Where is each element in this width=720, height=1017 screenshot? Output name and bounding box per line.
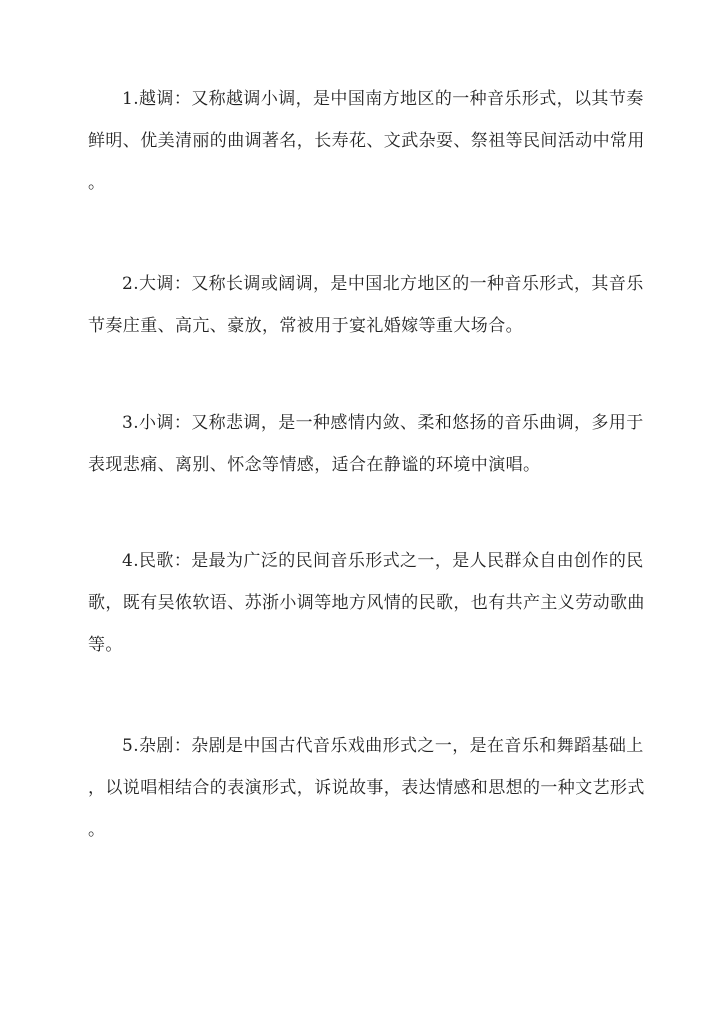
paragraph-yuediao <box>88 78 645 204</box>
paragraph-line: 歌，既有吴侬软语、苏浙小调等地方风情的民歌，也有共产主义劳动歌曲 <box>88 593 645 613</box>
paragraph-line: 等。 <box>88 635 123 655</box>
paragraph-line: 鲜明、优美清丽的曲调著名，长寿花、文武杂耍、祭祖等民间活动中常用 <box>88 131 645 151</box>
paragraph-line: 。 <box>88 173 106 193</box>
paragraph-line: 节奏庄重、高亢、豪放，常被用于宴礼婚嫁等重大场合。 <box>88 316 523 336</box>
paragraph-line: 3.小调：又称悲调，是一种感情内敛、柔和悠扬的音乐曲调，多用于 <box>122 413 644 433</box>
paragraph-dadiao <box>88 263 644 347</box>
paragraph-line: 4.民歌：是最为广泛的民间音乐形式之一，是人民群众自由创作的民 <box>122 551 644 571</box>
paragraph-line: ，以说唱相结合的表演形式，诉说故事，表达情感和思想的一种文艺形式 <box>88 778 645 798</box>
paragraph-line: 。 <box>88 820 106 840</box>
paragraph-minge <box>88 540 645 666</box>
paragraph-line: 2.大调：又称长调或阔调，是中国北方地区的一种音乐形式，其音乐 <box>122 274 644 294</box>
paragraph-zaju <box>88 725 645 851</box>
paragraph-xiaodiao <box>88 402 644 486</box>
paragraph-line: 5.杂剧：杂剧是中国古代音乐戏曲形式之一，是在音乐和舞蹈基础上 <box>122 736 644 756</box>
paragraph-line: 1.越调：又称越调小调，是中国南方地区的一种音乐形式，以其节奏 <box>122 89 644 109</box>
paragraph-line: 表现悲痛、离别、怀念等情感，适合在静谧的环境中演唱。 <box>88 455 541 475</box>
